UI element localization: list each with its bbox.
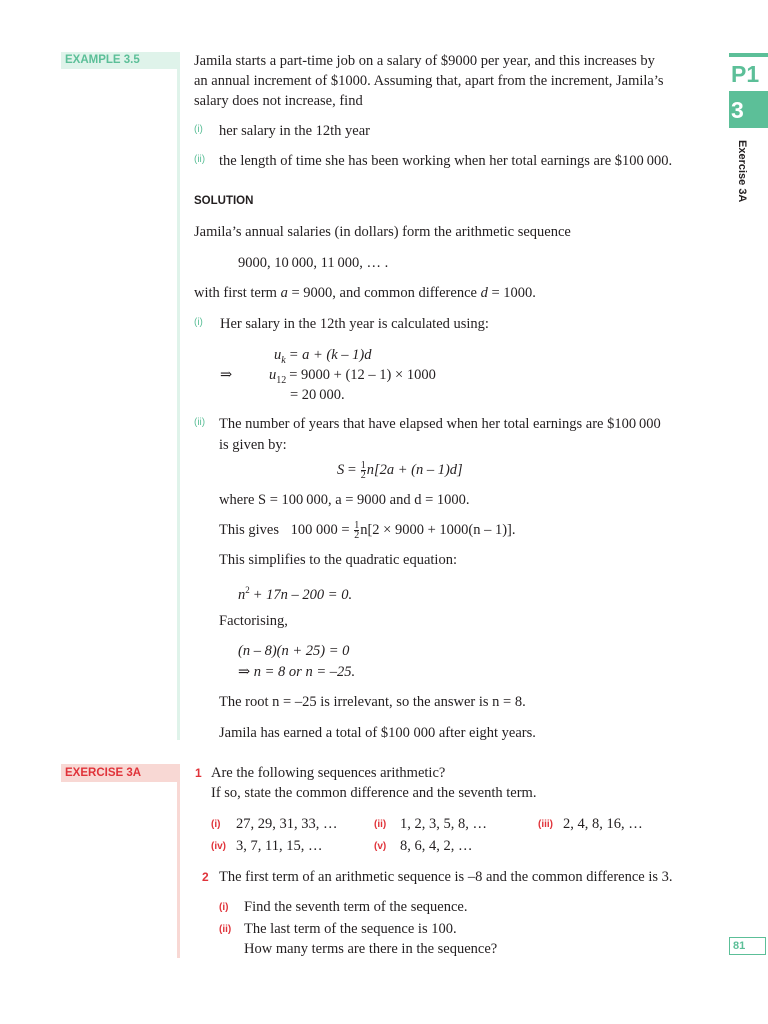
example-q2-tag: (ii) [194,154,206,165]
example-q1-text: her salary in the 12th year [219,123,370,139]
solution-part-ii-tag: (ii) [194,417,206,428]
page-number: 81 [733,940,746,952]
example-intro-line-3: salary does not increase, find [194,93,363,109]
exercise-side-label: Exercise 3A [736,140,748,203]
simplifies-line: This simplifies to the quadratic equation: [219,552,457,568]
formula-line-1-rest: = a + (k – 1)d [288,347,372,363]
factored-equation: (n – 8)(n + 25) = 0 [238,643,350,659]
part-v-text: 8, 6, 4, 2, … [400,838,473,854]
formula-line-3: = 20 000. [290,387,345,403]
part-iv-tag: (iv) [211,841,226,852]
example-intro-line-1: Jamila starts a part-time job on a salary of $9000 per year, and this increases by [194,53,655,69]
chapter-label: P1 [731,61,760,87]
formula-line-2-rest: = 9000 + (12 – 1) × 1000 [289,367,436,383]
quadratic-rest: + 17n – 200 = 0. [252,586,353,603]
first-term-text-a: with first term [194,285,277,301]
solution-part-i-text: Her salary in the 12th year is calculated using: [220,316,489,332]
question-1-line-1: Are the following sequences arithmetic? [211,765,446,781]
quadratic-equation: $n^2 + 17n - 200 = 0$. [238,585,353,603]
question-1-line-2: If so, state the common difference and the seventh term. [211,785,537,801]
gives-rest: n[2 × 9000 + 1000(n – 1)]. [360,522,516,538]
example-q1-tag: (i) [194,124,203,135]
implies-symbol-1: ⇒ [220,367,233,383]
exercise-label: EXERCISE 3A [65,767,142,779]
root-note: The root n = –25 is irrelevant, so the answer is n = 8. [219,694,526,710]
first-term-text-b: = 9000, and common difference [291,285,477,301]
example-rule [177,52,180,740]
side-tab-top-band [729,53,768,57]
solution-line-1: Jamila’s annual salaries (in dollars) form the arithmetic sequence [194,224,571,240]
question-2-part-i-text: Find the seventh term of the sequence. [244,899,468,915]
part-ii-text: 1, 2, 3, 5, 8, … [400,816,487,832]
example-label: EXAMPLE 3.5 [65,54,140,66]
formula-line-2: $u_{12} = 9000 + (12 - 1) \times 1000$ [269,367,436,386]
sum-formula-rest: n[2a + (n – 1)d] [366,462,463,478]
part-i-text: 27, 29, 31, 33, … [236,816,338,832]
where-line: where S = 100 000, a = 9000 and d = 1000. [219,492,470,508]
gives-line: This gives 100 000 = $\frac{1}{2}$ n[2 × 9000 + 1000(n – 1)]. [219,520,516,542]
sum-formula: S = $\frac{1}{2}$ n[2a + (n – 1)d] [337,460,463,482]
question-2-part-ii-line-2: How many terms are there in the sequence? [244,941,498,957]
question-2-text: The first term of an arithmetic sequence is –8 and the common difference is 3. [219,869,673,885]
solution-part-ii-line-2: is given by: [219,437,287,453]
example-q2-text: the length of time she has been working when her total earnings are $100 000. [219,153,673,169]
part-iii-tag: (iii) [538,819,553,830]
question-2-part-i-tag: (i) [219,902,229,913]
solution-part-ii-line-1: The number of years that have elapsed when her total earnings are $100 000 [219,416,661,432]
gives-label: This gives [219,522,280,538]
exercise-rule [177,764,180,958]
question-2-number: 2 [202,870,209,884]
first-term-text-c: = 1000. [491,285,536,301]
half-fraction: $\frac{1}{2}$ [360,460,366,482]
part-iii-text: 2, 4, 8, 16, … [563,816,643,832]
chapter-number: 3 [731,97,744,123]
factorising-label: Factorising, [219,613,288,629]
roots-line: ⇒ n = 8 or n = –25. [238,664,356,680]
solution-heading: SOLUTION [194,195,254,207]
question-2-part-ii-tag: (ii) [219,924,232,935]
part-ii-tag: (ii) [374,819,387,830]
formula-line-1: $u_k = a + (k - 1)d$ [274,347,372,366]
conclusion: Jamila has earned a total of $100 000 after eight years. [219,725,536,741]
part-iv-text: 3, 7, 11, 15, … [236,838,323,854]
sequence-terms: 9000, 10 000, 11 000, … . [238,255,389,271]
solution-part-i-tag: (i) [194,317,203,328]
part-i-tag: (i) [211,819,221,830]
question-1-number: 1 [195,766,202,780]
question-2-part-ii-line-1: The last term of the sequence is 100. [244,921,457,937]
first-term-line: with first term a = 9000, and common difference d = 1000. [194,285,536,301]
half-fraction-2: $\frac{1}{2}$ [354,520,360,542]
part-v-tag: (v) [374,841,387,852]
example-intro-line-2: an annual increment of $1000. Assuming that, apart from the increment, Jamila’s [194,73,664,89]
